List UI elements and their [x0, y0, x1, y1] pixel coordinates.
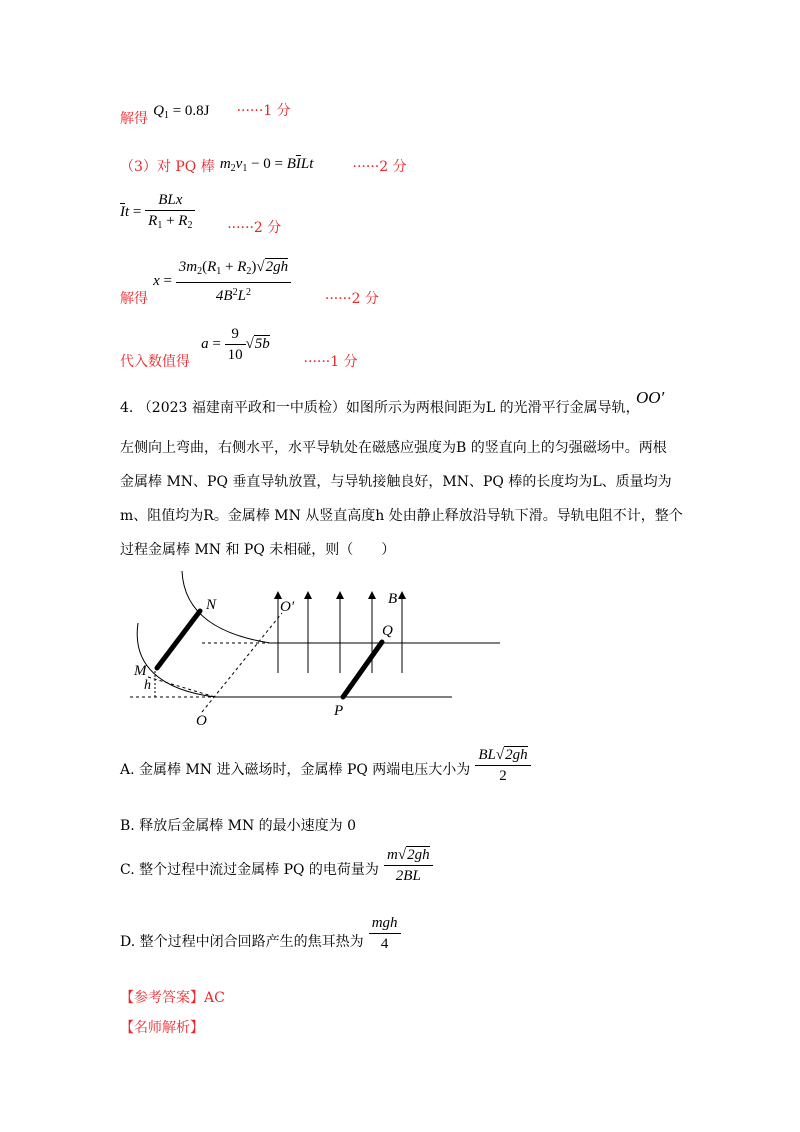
solution-line-5 — [120, 324, 358, 370]
analysis-label: 【名师解析】 — [120, 1020, 204, 1036]
solution-label: （3）对 PQ 棒 — [120, 159, 215, 175]
question-line-3: 金属棒 MN、PQ 垂直导轨放置，与导轨接触良好，MN、PQ 棒的长度均为L、质量均为 — [120, 474, 672, 490]
score-mark: ······1 分 — [303, 353, 358, 370]
label-n: N — [206, 597, 217, 613]
option-b: B. 释放后金属棒 MN 的最小速度为 0 — [120, 818, 357, 834]
equation-charge: $\overline{I}t$ = $\frac{\text{BLx}}{R_1 + R_2}$ — [120, 204, 199, 220]
question-line-4: m、阻值均为R。金属棒 MN 从竖直高度h 处由静止释放沿导轨下滑。导轨电阻不计，整个 — [120, 508, 683, 524]
question-text: 4. （2023 福建南平政和一中质检）如图所示为两根间距为L 的光滑平行金属导轨， — [120, 400, 640, 416]
solution-line-2 — [120, 156, 407, 177]
label-q: Q — [382, 623, 393, 639]
option-d-text: D. 整个过程中闭合回路产生的焦耳热为 — [120, 934, 364, 950]
label-h: h — [144, 678, 151, 693]
option-c-text: C. 整个过程中流过金属棒 PQ 的电荷量为 — [120, 862, 379, 878]
option-a-formula: $\frac{BL√2gh}{2}$ — [475, 745, 530, 786]
equation-a: a = $\frac{9}{10}$ √5b — [201, 326, 270, 363]
option-a — [120, 745, 531, 786]
label-b: B — [388, 591, 398, 607]
option-d — [120, 913, 401, 954]
option-c — [120, 845, 433, 886]
label-o: O — [196, 713, 207, 729]
rail-diagram — [120, 565, 520, 730]
question-line-1 — [120, 398, 640, 418]
option-d-formula: $\frac{\text{mgh}}{4}$ — [369, 913, 401, 954]
dashed-curve-link — [148, 677, 215, 697]
question-line-2: 左侧向上弯曲，右侧水平，水平导轨处在磁感应强度为B 的竖直向上的匀强磁场中。两根 — [120, 440, 667, 456]
score-mark: ······2 分 — [227, 220, 282, 237]
reference-answer: 【参考答案】AC — [120, 990, 225, 1006]
equation-q1: $Q_1 = 0.8J$ — [153, 103, 210, 121]
score-mark: ······1 分 — [236, 103, 291, 119]
score-mark: ······2 分 — [352, 159, 407, 175]
solution-line-4 — [120, 257, 379, 306]
solution-label: 解得 — [120, 290, 148, 307]
solution-line-3 — [120, 190, 281, 236]
equation-momentum: $m_2v_1 - 0 = B\overline{I}Lt$ — [219, 156, 314, 174]
question-line-5: 过程金属棒 MN 和 PQ 未相碰，则（ ） — [120, 542, 396, 558]
bar-pq — [343, 642, 382, 697]
question-math-oo: OO′ — [636, 388, 665, 407]
solution-line-1 — [120, 100, 291, 127]
label-p: P — [334, 703, 344, 719]
score-mark: ······2 分 — [324, 290, 379, 307]
bar-mn — [157, 611, 200, 668]
option-c-formula: $\frac{m√2gh}{2BL}$ — [384, 845, 433, 886]
upper-curved-rail — [182, 571, 270, 643]
label-m: M — [134, 663, 147, 679]
option-a-text: A. 金属棒 MN 进入磁场时，金属棒 PQ 两端电压大小为 — [120, 762, 471, 778]
equation-x: x = $\frac{3m_2(R_1 + R_2)√2gh}{4B^2L^2}$ — [153, 273, 295, 289]
solution-label: 代入数值得 — [120, 353, 190, 370]
solution-label: 解得 — [120, 111, 148, 127]
label-o-prime: O′ — [280, 599, 295, 615]
